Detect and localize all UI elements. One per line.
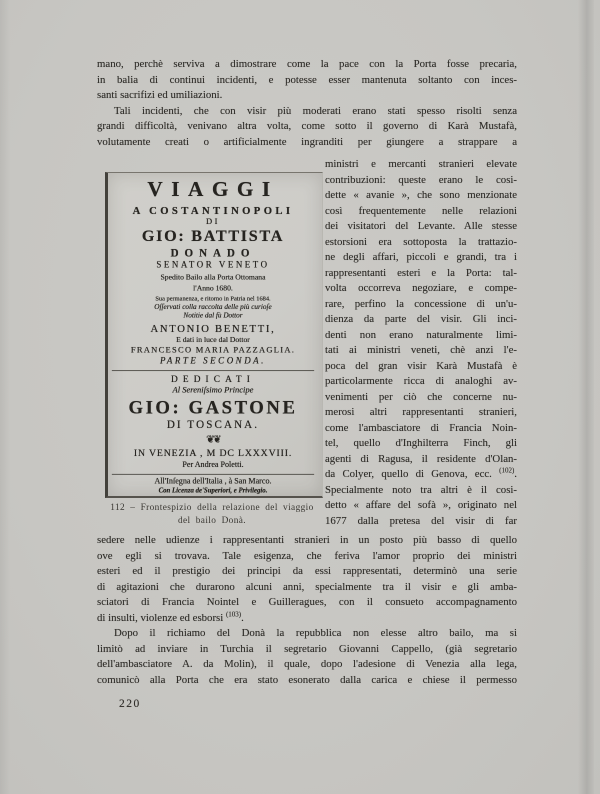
text-line: Sua permanenza, e ritorno in Patria nel 1684. xyxy=(155,294,271,303)
text-line: DI TOSCANA. xyxy=(166,417,260,431)
fleuron-ornament-icon: ❦❦ xyxy=(206,433,220,445)
text-line: All'Inſegna dell'Italia , à San Marco. xyxy=(154,477,272,486)
text-line: particolarmente ricca di analoghi av- xyxy=(325,375,517,387)
text-line: Specialmente noto tra altri è il cosi- xyxy=(325,483,517,496)
text-line: FRANCESCO MARIA PAZZAGLIA. xyxy=(130,345,296,355)
top-paragraphs xyxy=(97,57,517,150)
text-line: estorsioni era sottoposta la trattazio- xyxy=(325,235,517,248)
text-line: dienza da parte del visir. Gli inci- xyxy=(325,313,517,325)
text-line: DI xyxy=(205,217,221,227)
text-line: detto « affare del sofà », originato nel xyxy=(325,499,517,511)
text-line: E dati in luce dal Dottor xyxy=(176,335,250,344)
text-line: in balia di continui incidenti, e potesse esser mantenuta soltanto con inces- xyxy=(97,73,517,86)
text-line: rare, perfino la concessione di un'u- xyxy=(325,297,517,310)
text-line xyxy=(112,370,314,371)
text-line: Notitie dal fù Dottor xyxy=(183,310,243,320)
text-line: ANTONIO BENETTI, xyxy=(150,322,276,335)
text-line: Oſſervati colla raccolta delle più curioſe xyxy=(154,302,272,311)
text-line: rappresentanti esteri e la Porta: tal- xyxy=(325,266,517,279)
frontispiece-plate xyxy=(105,172,323,498)
text-line: di agitazioni che durarono alcuni anni, specialmente tra il visir e gli amba- xyxy=(97,580,517,593)
text-line: dei visitatori del Levante. Alle stesse xyxy=(325,220,517,232)
text-line: ministri e mercanti stranieri elevate xyxy=(325,158,517,170)
text-line: Con Licenza de'Superiori, e Privilegio. xyxy=(158,486,268,495)
text-line: PARTE SECONDA. xyxy=(160,356,266,366)
text-line: Spedito Bailo alla Porta Ottomana xyxy=(160,272,266,281)
text-line: DONADO xyxy=(170,246,256,259)
text-line: di insulti, violenze ed esborsi $^{(103)}$. xyxy=(97,610,244,624)
text-line: poca del gran visir Karà Mustafà è xyxy=(325,359,517,372)
text-line: 1677 dalla pretesa del visir di far xyxy=(325,514,517,527)
text-line: comunicò alla Porta che era stato esonerato dalla carica e chiese il permesso xyxy=(97,673,517,686)
text-line: ove egli si trovava. Tale esigenza, che feriva l'amor proprio dei ministri xyxy=(97,549,517,562)
bottom-paragraphs xyxy=(97,533,517,688)
text-line: così frequentemente nelle relazioni xyxy=(325,204,517,217)
text-line: ne degli affari, piccoli e grandi, tra i xyxy=(325,251,517,263)
text-line: santi sacrifizi ed umiliazioni. xyxy=(97,89,223,101)
text-line: DEDICATI xyxy=(171,374,255,385)
text-line: GIO: BATTISTA xyxy=(141,227,285,246)
figure-caption-line1: 112 – Frontespizio della relazione del viaggio xyxy=(110,503,314,513)
text-line: venimenti per ciò che concerne nu- xyxy=(325,390,517,403)
page-number: 220 xyxy=(119,698,141,710)
text-line xyxy=(112,474,314,475)
text-line: dette « avanie », che sono menzionate xyxy=(325,189,517,201)
text-line: Tali incidenti, che con visir più moderati erano stati spesso risolti senza xyxy=(114,104,517,117)
figure-caption-line2: del bailo Donà. xyxy=(177,516,247,526)
text-line: tel, quello d'Inghilterra Finch, gli xyxy=(325,437,517,449)
text-line: Per Andrea Poletti. xyxy=(182,461,244,470)
figure-caption xyxy=(100,502,324,528)
frontispiece-title-page xyxy=(107,173,320,498)
text-line: Al Sereniſsimo Principe xyxy=(172,385,254,395)
text-line: l'Anno 1680. xyxy=(193,283,233,292)
text-line: da Colyer, quello di Genova, ecc. $^{(102)}$. xyxy=(325,467,517,480)
text-line: sedere nelle udienze i rappresentanti stranieri in un posto più basso di quello xyxy=(97,534,517,546)
text-line: merosi altri rappresentanti stranieri, xyxy=(325,406,517,418)
text-line: IN VENEZIA , M DC LXXXVIII. xyxy=(133,448,293,459)
text-line: agenti di Ragusa, il residente d'Olan- xyxy=(325,452,517,465)
text-line: GIO: GASTONE xyxy=(128,396,298,418)
right-column-paragraph xyxy=(325,157,517,529)
text-line: sciatori di Francia Nointel e Guilleragues, con il consueto accompagnamento xyxy=(97,596,517,608)
text-line: come l'ambasciatore di Francia Noin- xyxy=(325,421,517,434)
text-line: grandi difficoltà, venivano altra volta, come sotto il governo di Karà Mustafà, xyxy=(97,120,517,132)
text-line: mano, perchè serviva a dimostrare come la pace con la Porta fosse precaria, xyxy=(97,58,517,70)
text-line: esteri ed il prestigio dei principi da essi rappresentati, determinò una serie xyxy=(97,565,517,577)
text-line: SENATOR VENETO xyxy=(156,260,270,270)
text-line: Dopo il richiamo del Donà la repubblica non elesse altro bailo, ma si xyxy=(114,627,517,639)
text-line: VIAGGI xyxy=(147,178,279,202)
text-line: volutamente creati o artificialmente ingranditi per giungere a strappare a xyxy=(97,135,517,148)
text-line: volta occorreva negoziare, e compe- xyxy=(325,282,517,294)
text-line: limitò ad inviare in Turchia il segretario Giovanni Cappello, (già segretario xyxy=(97,642,517,655)
text-line: tati ai ministri veneti, chè anzi l'e- xyxy=(325,344,517,356)
text-line: dell'ambasciatore A. da Molin), il quale, dopo l'adesione di Venezia alla lega, xyxy=(97,658,517,670)
text-line: contribuzioni: queste erano le cosi- xyxy=(325,173,517,186)
text-line: denti non erano naturalmente limi- xyxy=(325,328,517,341)
text-line: A COSTANTINOPOLI xyxy=(132,204,294,217)
